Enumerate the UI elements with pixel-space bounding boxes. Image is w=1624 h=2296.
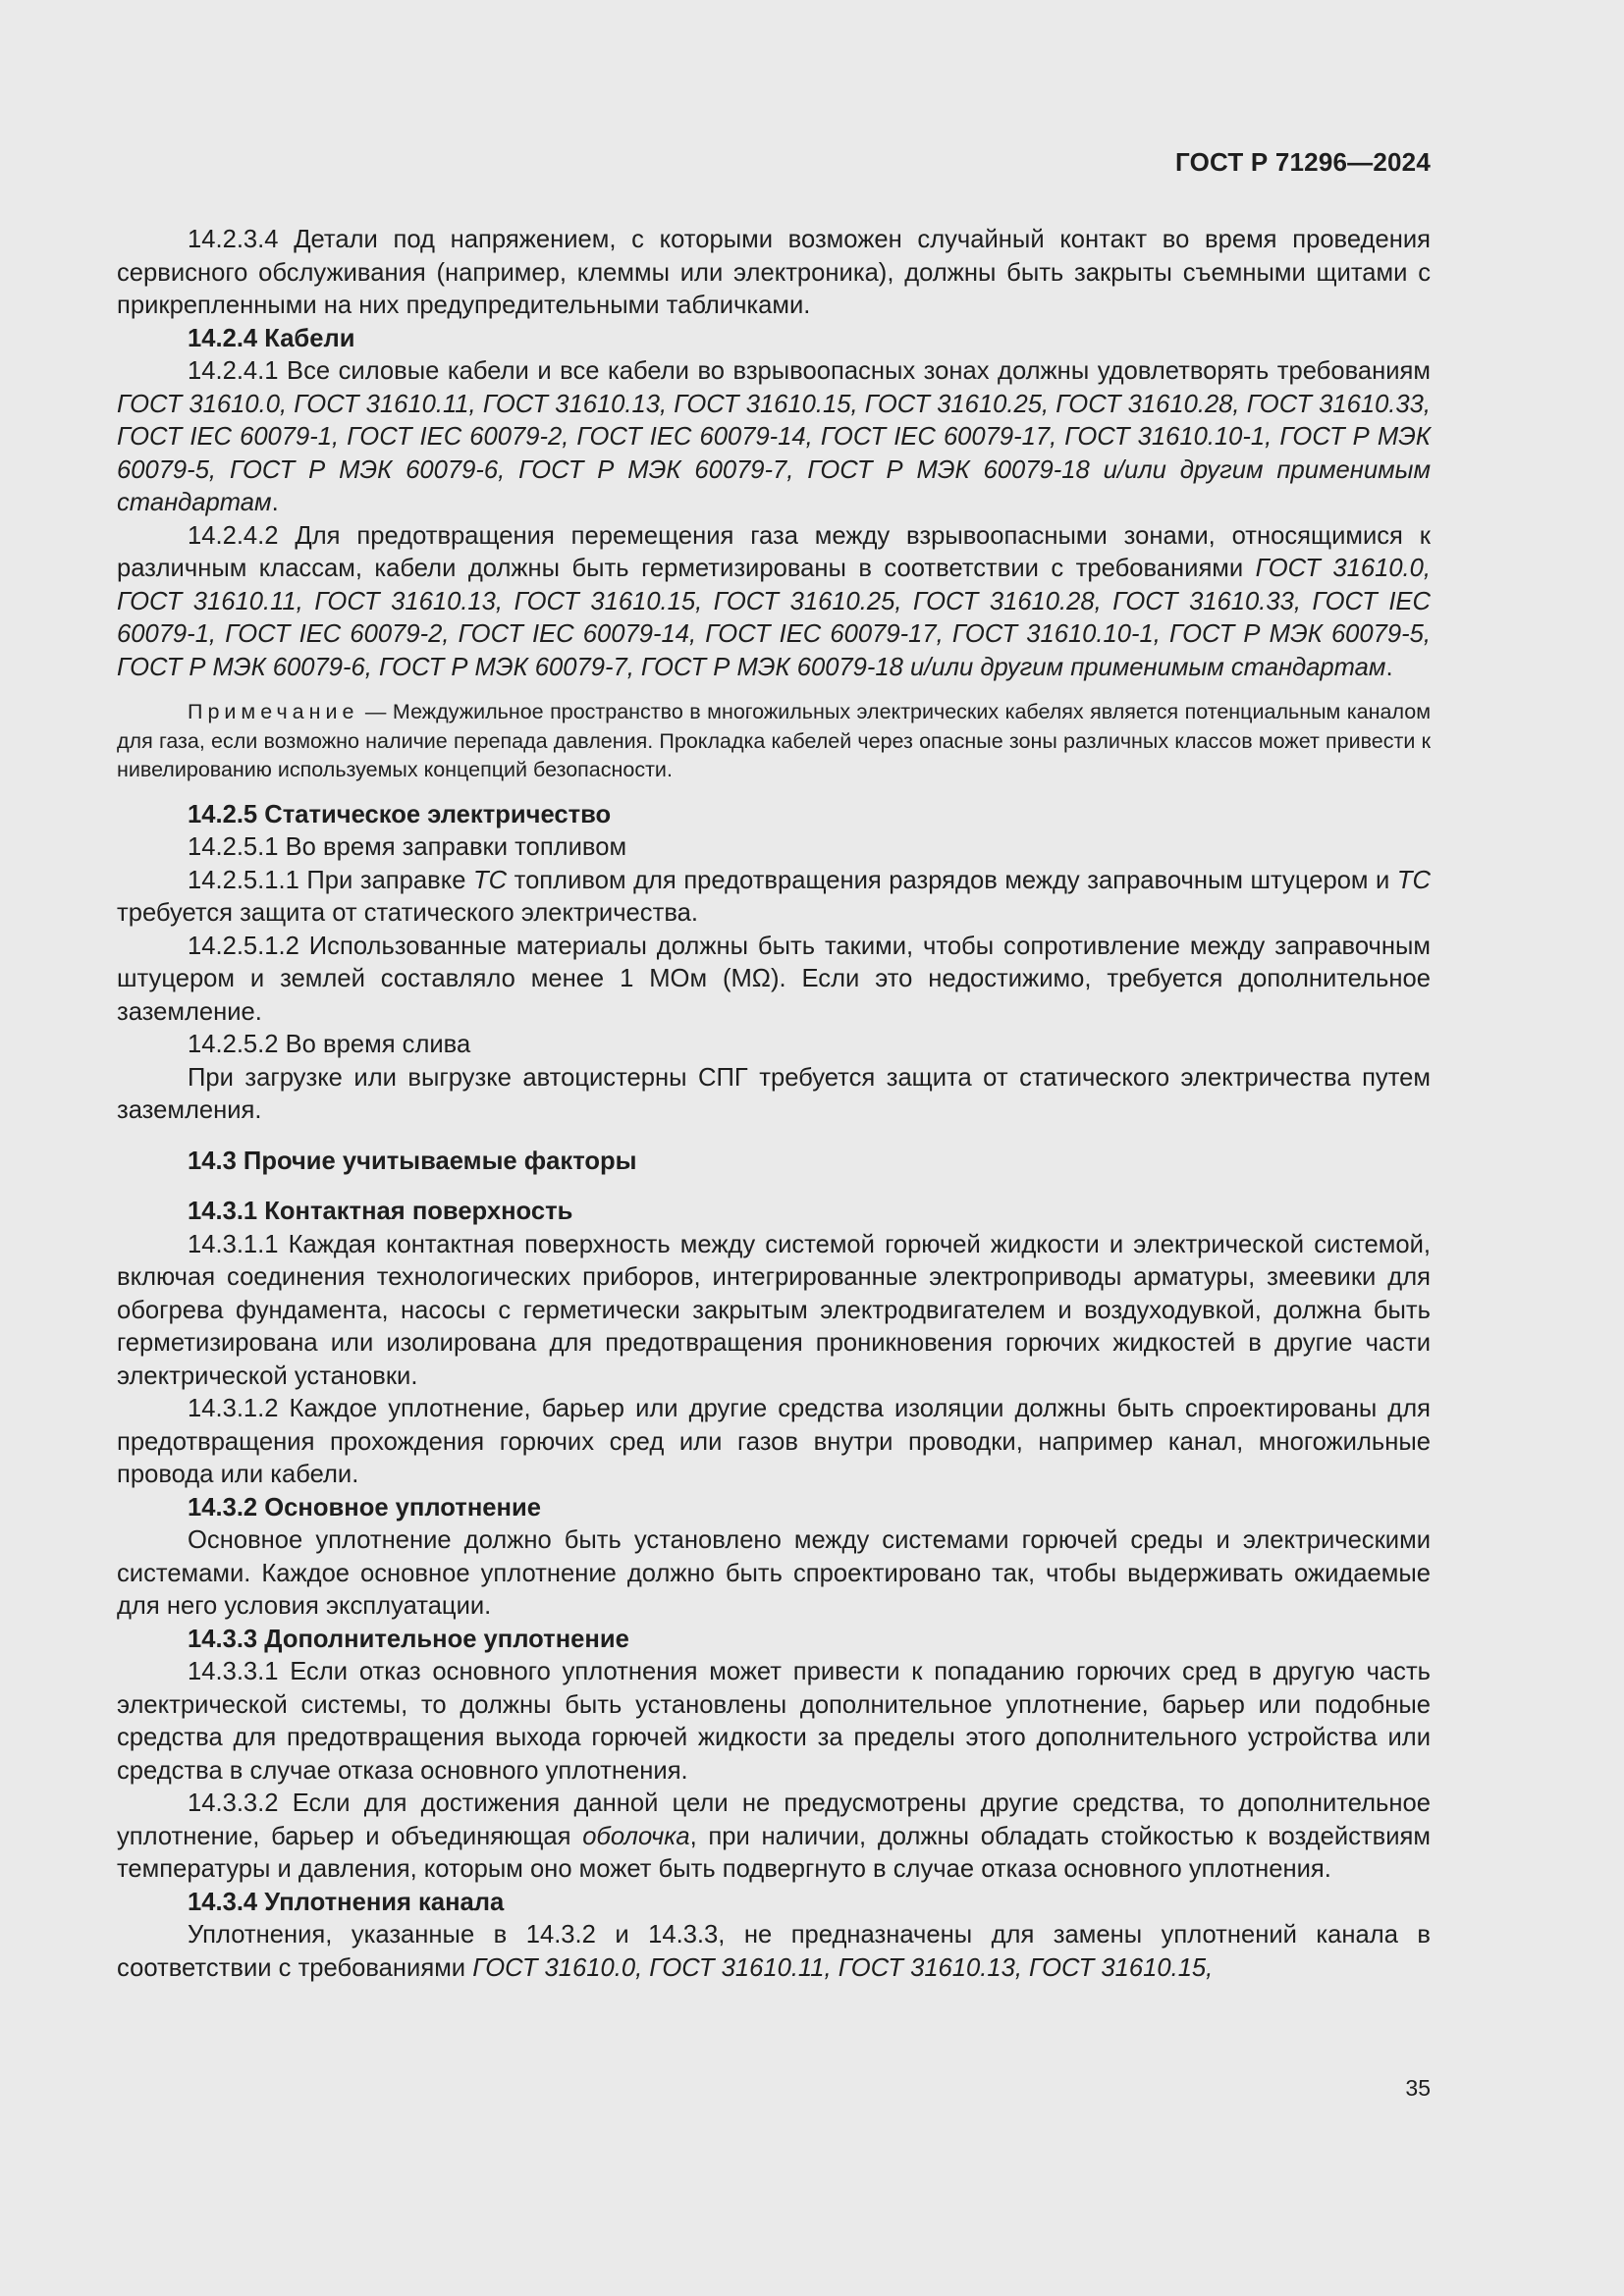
paragraph-14-3-1-1: 14.3.1.1 Каждая контактная поверхность между системой горючей жидкости и электрической системой, включая соединения технологических приборов, интегрированные электроприводы арматуры, змеевики для обогрева фундамента, насосы с герметически закрытым электродвигателем и воздуходувкой, должна быть герметизирована или изолирована для предотвращения проникновения горючих жидкостей в другие части электрической установки. [117, 1230, 1431, 1390]
heading-14-3-1: 14.3.1 Контактная поверхность [188, 1198, 573, 1225]
paragraph-text: . [1385, 653, 1393, 681]
standards-references: ГОСТ 31610.0, ГОСТ 31610.11, ГОСТ 31610.13, ГОСТ 31610.15, ГОСТ 31610.25, ГОСТ 31610.28, ГОСТ 31610.33, ГОСТ IEC 60079-1, ГОСТ IEC 60079-2, ГОСТ IEC 60079-14, ГОСТ IEC 60079-17, ГОСТ 31610.10-1, ГОСТ Р МЭК 60079-5, ГОСТ Р МЭК 60079-6, ГОСТ Р МЭК 60079-7, ГОСТ Р МЭК 60079-18 и/или другим применимым стандартам [117, 390, 1431, 516]
note-block [117, 698, 1431, 785]
paragraph-14-2-3-4: 14.2.3.4 Детали под напряжением, с которыми возможен случайный контакт во время проведения сервисного обслуживания (например, клеммы или электроника), должны быть закрыты съемными щитами с прикрепленными на них предупредительными табличками. [117, 226, 1431, 319]
term-tc: ТС [472, 866, 508, 894]
heading-14-3-2: 14.3.2 Основное уплотнение [188, 1493, 541, 1522]
paragraph-14-2-5-1-1 [117, 865, 1431, 931]
heading-14-3-3: 14.3.3 Дополнительное уплотнение [188, 1625, 629, 1653]
paragraph-text: Уплотнения, указанные в 14.3.2 и 14.3.3, не предназначены для замены уплотнений канала в соответствии с требованиями [117, 1921, 1431, 1982]
standards-references: ГОСТ 31610.0, ГОСТ 31610.11, ГОСТ 31610.13, ГОСТ 31610.15, ГОСТ 31610.25, ГОСТ 31610.28, ГОСТ 31610.33, ГОСТ IEC 60079-1, ГОСТ IEC 60079-2, ГОСТ IEC 60079-14, ГОСТ IEC 60079-17, ГОСТ 31610.10-1, ГОСТ Р МЭК 60079-5, ГОСТ Р МЭК 60079-6, ГОСТ Р МЭК 60079-7, ГОСТ Р МЭК 60079-18 и/или другим применимым стандартам [117, 555, 1432, 681]
paragraph-text: . [271, 489, 279, 516]
page-number: 35 [1405, 2075, 1431, 2101]
heading-14-3: 14.3 Прочие учитываемые факторы [188, 1147, 637, 1175]
heading-14-2-5: 14.2.5 Статическое электричество [188, 800, 612, 828]
document-body [117, 224, 1431, 1985]
paragraph-text: 14.2.4.1 Все силовые кабели и все кабели во взрывоопасных зонах должны удовлетворять требованиям [188, 357, 1431, 385]
heading-14-3-4: 14.3.4 Уплотнения канала [188, 1888, 505, 1916]
paragraph-14-2-5-1: 14.2.5.1 Во время заправки топливом [188, 833, 627, 861]
term-tc: ТС [1396, 866, 1431, 894]
paragraph-14-2-4-2 [117, 520, 1431, 685]
paragraph-14-2-5-2: 14.2.5.2 Во время слива [188, 1031, 471, 1058]
heading-14-2-4: 14.2.4 Кабели [188, 324, 355, 352]
paragraph-14-2-5-2-text: При загрузке или выгрузке автоцистерны СПГ требуется защита от статического электричества путем заземления. [117, 1063, 1431, 1124]
paragraph-14-3-3-1: 14.3.3.1 Если отказ основного уплотнения может привести к попаданию горючих сред в другую часть электрической системы, то должны быть установлены дополнительное уплотнение, барьер или подобные средства для предотвращения выхода горючей жидкости за пределы этого дополнительного устройства или средства в случае отказа основного уплотнения. [117, 1658, 1431, 1785]
paragraph-14-2-5-1-2: 14.2.5.1.2 Использованные материалы должны быть такими, чтобы сопротивление между заправочным штуцером и землей составляло менее 1 МОм (MΩ). Если это недостижимо, требуется дополнительное заземление. [117, 932, 1431, 1026]
paragraph-14-2-4-1 [117, 355, 1431, 520]
standards-references: ГОСТ 31610.0, ГОСТ 31610.11, ГОСТ 31610.13, ГОСТ 31610.15, [472, 1953, 1214, 1982]
paragraph-14-3-3-2 [117, 1788, 1431, 1887]
paragraph-14-3-1-2: 14.3.1.2 Каждое уплотнение, барьер или другие средства изоляции должны быть спроектированы для предотвращения прохождения горючих сред или газов внутри проводки, например канал, многожильные провода или кабели. [117, 1395, 1431, 1488]
term-enclosure: оболочка [582, 1822, 690, 1850]
paragraph-14-3-4 [117, 1919, 1431, 1985]
paragraph-14-3-2: Основное уплотнение должно быть установлено между системами горючей среды и электрическими системами. Каждое основное уплотнение должно быть спроектировано так, чтобы выдерживать ожидаемые для него условия эксплуатации. [117, 1526, 1431, 1620]
document-code-header: ГОСТ Р 71296—2024 [1175, 147, 1431, 177]
paragraph-text: 14.2.5.1.1 При заправке [188, 866, 473, 894]
paragraph-text: 14.2.4.2 Для предотвращения перемещения газа между взрывоопасными зонами, относящимися к различным классам, кабели должны быть герметизированы в соответствии с требованиями [117, 521, 1431, 582]
paragraph-text: требуется защита от статического электричества. [117, 899, 698, 927]
paragraph-text: 14.3.3.2 Если для достижения данной цели не предусмотрены другие средства, то дополнительное уплотнение, барьер и объединяющая [117, 1789, 1431, 1850]
note-label: Примечание [188, 700, 359, 723]
paragraph-text: топливом для предотвращения разрядов между заправочным штуцером и [507, 866, 1397, 894]
note-text: — Междужильное пространство в многожильных электрических кабелях является потенциальным каналом для газа, если возможно наличие перепада давления. Прокладка кабелей через опасные зоны различных классов может привести к нивелированию используемых концепций безопасности. [117, 700, 1431, 781]
paragraph-text: , при наличии, должны обладать стойкостью к воздействиям температуры и давления, которым оно может быть подвергнуто в случае отказа основного уплотнения. [117, 1822, 1431, 1883]
